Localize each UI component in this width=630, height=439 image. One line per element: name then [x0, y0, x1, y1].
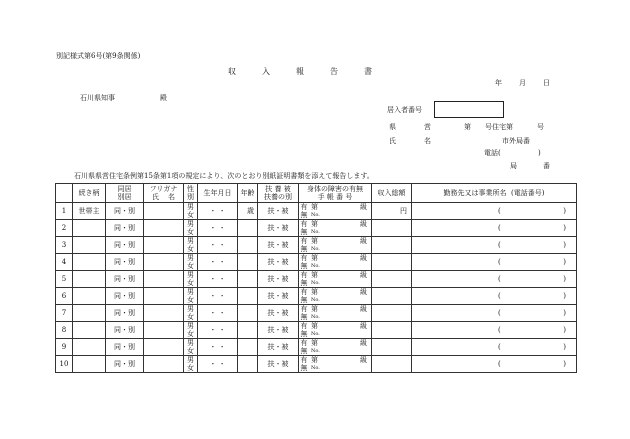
- unit-suffix: 号: [537, 123, 544, 131]
- income-cell[interactable]: [372, 271, 412, 288]
- disability-cell[interactable]: [299, 203, 372, 220]
- age-cell[interactable]: [238, 271, 258, 288]
- disability-yes: 有: [300, 203, 308, 211]
- workplace-cell[interactable]: [412, 339, 577, 356]
- disability-sub-label: No.: [311, 348, 320, 354]
- table-row: [56, 305, 577, 322]
- sex-male: 男: [187, 339, 194, 347]
- dependent-cell[interactable]: 扶・被: [258, 220, 299, 237]
- relation-cell[interactable]: [73, 322, 106, 339]
- furigana-name-cell[interactable]: [144, 339, 184, 356]
- number-label: 番: [543, 162, 550, 170]
- relation-cell[interactable]: [73, 237, 106, 254]
- page-title: 収入報告書: [228, 67, 398, 76]
- sex-female: 女: [187, 228, 194, 236]
- income-cell[interactable]: [372, 220, 412, 237]
- workplace-cell[interactable]: [412, 322, 577, 339]
- disability-grade-label: 級: [360, 322, 367, 330]
- building-label: 第: [464, 123, 471, 131]
- table-row: [56, 356, 577, 373]
- disability-cell[interactable]: [299, 305, 372, 322]
- dependent-cell[interactable]: 扶・被: [258, 237, 299, 254]
- furigana-name-cell[interactable]: [144, 288, 184, 305]
- name-label-2: 名: [424, 137, 431, 145]
- table-row: [56, 254, 577, 271]
- workplace-phone-close: ): [563, 223, 566, 232]
- row-number: 9: [56, 339, 73, 356]
- disability-sub-label: No.: [311, 365, 320, 371]
- col-disability-1: 身体の障害の有無: [307, 185, 363, 193]
- col-disability-2: 手 帳 番 号: [317, 193, 353, 201]
- disability-no-label: 第: [311, 237, 318, 245]
- disability-grade-label: 級: [360, 220, 367, 228]
- age-cell[interactable]: [238, 220, 258, 237]
- relation-cell[interactable]: [73, 288, 106, 305]
- phone-close: ): [538, 149, 541, 157]
- workplace-cell[interactable]: [412, 237, 577, 254]
- birthdate-cell[interactable]: ・ ・: [198, 322, 238, 339]
- table-row: [56, 237, 577, 254]
- disability-grade-label: 級: [360, 339, 367, 347]
- table-row: [56, 220, 577, 237]
- disability-no: 無: [300, 313, 308, 321]
- disability-no-label: 第: [311, 271, 318, 279]
- col-cohab-2: 別居: [117, 193, 132, 201]
- table-row: [56, 271, 577, 288]
- relation-cell[interactable]: [73, 339, 106, 356]
- sex-cell[interactable]: [184, 237, 198, 254]
- form-id: 別記様式第6号(第9条関係): [56, 52, 141, 60]
- col-dependent-1: 扶 養 被: [265, 185, 291, 193]
- disability-yes: 有: [300, 271, 308, 279]
- row-number: 7: [56, 305, 73, 322]
- disability-yes: 有: [300, 339, 308, 347]
- workplace-cell[interactable]: [412, 220, 577, 237]
- cohab-cell[interactable]: 同・別: [106, 356, 144, 373]
- disability-cell[interactable]: [299, 288, 372, 305]
- disability-cell[interactable]: [299, 237, 372, 254]
- col-birthdate: 生年月日: [198, 184, 238, 203]
- relation-cell[interactable]: [73, 271, 106, 288]
- disability-yes: 有: [300, 305, 308, 313]
- disability-no-label: 第: [311, 288, 318, 296]
- sex-cell[interactable]: [184, 271, 198, 288]
- disability-cell[interactable]: [299, 339, 372, 356]
- sex-male: 男: [187, 203, 194, 211]
- birthdate-cell[interactable]: ・ ・: [198, 254, 238, 271]
- disability-cell[interactable]: [299, 356, 372, 373]
- disability-no: 無: [300, 347, 308, 355]
- sex-female: 女: [187, 245, 194, 253]
- disability-no-label: 第: [311, 254, 318, 262]
- date-month: 月: [519, 79, 526, 87]
- col-sex-1: 性: [187, 185, 194, 193]
- disability-sub-label: No.: [311, 280, 320, 286]
- row-number: 10: [56, 356, 73, 373]
- income-cell[interactable]: [372, 305, 412, 322]
- col-sex: [184, 184, 198, 203]
- table-row: [56, 288, 577, 305]
- sex-female: 女: [187, 364, 194, 372]
- cohab-cell[interactable]: 同・別: [106, 322, 144, 339]
- sex-cell[interactable]: [184, 339, 198, 356]
- workplace-cell[interactable]: [412, 305, 577, 322]
- age-cell[interactable]: [238, 237, 258, 254]
- disability-cell[interactable]: [299, 220, 372, 237]
- birthdate-cell[interactable]: ・ ・: [198, 237, 238, 254]
- workplace-phone-open: (: [498, 359, 501, 368]
- sex-cell[interactable]: [184, 288, 198, 305]
- disability-grade-label: 級: [360, 254, 367, 262]
- relation-cell[interactable]: [73, 220, 106, 237]
- dependent-cell[interactable]: 扶・被: [258, 356, 299, 373]
- disability-no: 無: [300, 262, 308, 270]
- disability-no: 無: [300, 279, 308, 287]
- col-sex-2: 別: [187, 193, 194, 201]
- disability-no-label: 第: [311, 305, 318, 313]
- prefecture-label: 県: [389, 123, 396, 131]
- cohab-cell[interactable]: 同・別: [106, 203, 144, 220]
- row-number: 8: [56, 322, 73, 339]
- workplace-phone-close: ): [563, 274, 566, 283]
- area-code-label: 市外局番: [502, 137, 530, 145]
- dependent-cell[interactable]: 扶・被: [258, 339, 299, 356]
- sex-cell[interactable]: [184, 220, 198, 237]
- birthdate-cell[interactable]: ・ ・: [198, 339, 238, 356]
- workplace-cell[interactable]: [412, 271, 577, 288]
- sex-male: 男: [187, 220, 194, 228]
- table-row: [56, 203, 577, 220]
- age-cell[interactable]: [238, 305, 258, 322]
- relation-cell[interactable]: [73, 254, 106, 271]
- col-no: [56, 184, 73, 203]
- disability-no: 無: [300, 330, 308, 338]
- sex-female: 女: [187, 347, 194, 355]
- col-dependent: [258, 184, 299, 203]
- disability-no: 無: [300, 364, 308, 372]
- income-cell[interactable]: [372, 322, 412, 339]
- age-cell[interactable]: [238, 288, 258, 305]
- station-label: 局: [510, 162, 517, 170]
- income-cell[interactable]: [372, 356, 412, 373]
- age-cell[interactable]: [238, 254, 258, 271]
- addressee: 石川県知事: [80, 94, 115, 102]
- income-cell[interactable]: [372, 339, 412, 356]
- disability-sub-label: No.: [311, 331, 320, 337]
- dependent-cell[interactable]: 扶・被: [258, 288, 299, 305]
- honorific: 殿: [160, 94, 167, 102]
- row-number: 1: [56, 203, 73, 220]
- workplace-phone-close: ): [563, 359, 566, 368]
- age-cell[interactable]: [238, 322, 258, 339]
- workplace-phone-close: ): [563, 206, 566, 215]
- col-furigana: [144, 184, 184, 203]
- cohab-cell[interactable]: 同・別: [106, 305, 144, 322]
- date-year: 年: [495, 79, 502, 87]
- workplace-phone-open: (: [498, 291, 501, 300]
- furigana-name-cell[interactable]: [144, 203, 184, 220]
- disability-no-label: 第: [311, 339, 318, 347]
- age-cell[interactable]: 歳: [238, 203, 258, 220]
- workplace-cell[interactable]: [412, 356, 577, 373]
- phone-label: 電話(: [484, 149, 501, 157]
- sex-female: 女: [187, 262, 194, 270]
- disability-grade-label: 級: [360, 288, 367, 296]
- dependent-cell[interactable]: 扶・被: [258, 203, 299, 220]
- relation-cell[interactable]: [73, 356, 106, 373]
- furigana-name-cell[interactable]: [144, 305, 184, 322]
- disability-grade-label: 級: [360, 237, 367, 245]
- dependent-cell[interactable]: 扶・被: [258, 322, 299, 339]
- statement-text: 石川県県営住宅条例第15条第1項の規定により、次のとおり別紙証明書類を添えて報告します。: [74, 172, 374, 180]
- sex-male: 男: [187, 288, 194, 296]
- workplace-cell[interactable]: [412, 254, 577, 271]
- col-disability: [299, 184, 372, 203]
- disability-no-label: 第: [311, 203, 318, 211]
- sex-male: 男: [187, 271, 194, 279]
- housing-label: 営: [424, 123, 431, 131]
- household-table: [55, 183, 577, 373]
- sex-male: 男: [187, 305, 194, 313]
- workplace-phone-open: (: [498, 342, 501, 351]
- disability-sub-label: No.: [311, 246, 320, 252]
- cohab-cell[interactable]: 同・別: [106, 288, 144, 305]
- disability-yes: 有: [300, 220, 308, 228]
- sex-female: 女: [187, 211, 194, 219]
- disability-no: 無: [300, 211, 308, 219]
- furigana-name-cell[interactable]: [144, 356, 184, 373]
- sex-male: 男: [187, 322, 194, 330]
- col-cohab: [106, 184, 144, 203]
- disability-grade-label: 級: [360, 203, 367, 211]
- col-dependent-2: 扶養の別: [264, 193, 292, 201]
- col-relation: 続き柄: [73, 184, 106, 203]
- disability-grade-label: 級: [360, 271, 367, 279]
- disability-cell[interactable]: [299, 254, 372, 271]
- col-cohab-1: 同居: [117, 185, 132, 193]
- sex-female: 女: [187, 296, 194, 304]
- workplace-phone-close: ): [563, 291, 566, 300]
- sex-male: 男: [187, 254, 194, 262]
- sex-male: 男: [187, 237, 194, 245]
- disability-no-label: 第: [311, 220, 318, 228]
- table-header-row: [56, 184, 577, 203]
- row-number: 2: [56, 220, 73, 237]
- disability-yes: 有: [300, 237, 308, 245]
- relation-cell[interactable]: [73, 305, 106, 322]
- resident-number-label: 居入者番号: [387, 106, 422, 114]
- birthdate-cell[interactable]: ・ ・: [198, 271, 238, 288]
- disability-no: 無: [300, 245, 308, 253]
- birthdate-cell[interactable]: ・ ・: [198, 305, 238, 322]
- birthdate-cell[interactable]: ・ ・: [198, 220, 238, 237]
- sex-female: 女: [187, 313, 194, 321]
- cohab-cell[interactable]: 同・別: [106, 237, 144, 254]
- workplace-phone-close: ): [563, 308, 566, 317]
- disability-no-label: 第: [311, 322, 318, 330]
- cohab-cell[interactable]: 同・別: [106, 220, 144, 237]
- disability-sub-label: No.: [311, 297, 320, 303]
- workplace-phone-open: (: [498, 240, 501, 249]
- sex-cell[interactable]: [184, 254, 198, 271]
- sex-cell[interactable]: [184, 305, 198, 322]
- workplace-phone-open: (: [498, 308, 501, 317]
- disability-no: 無: [300, 296, 308, 304]
- disability-sub-label: No.: [311, 212, 320, 218]
- workplace-phone-open: (: [498, 206, 501, 215]
- col-income: 収入総額: [372, 184, 412, 203]
- furigana-name-cell[interactable]: [144, 254, 184, 271]
- dependent-cell[interactable]: 扶・被: [258, 305, 299, 322]
- cohab-cell[interactable]: 同・別: [106, 271, 144, 288]
- disability-yes: 有: [300, 254, 308, 262]
- cohab-cell[interactable]: 同・別: [106, 254, 144, 271]
- disability-grade-label: 級: [360, 356, 367, 364]
- disability-no: 無: [300, 228, 308, 236]
- disability-yes: 有: [300, 356, 308, 364]
- sex-cell[interactable]: [184, 322, 198, 339]
- sex-female: 女: [187, 279, 194, 287]
- workplace-cell[interactable]: [412, 203, 577, 220]
- disability-cell[interactable]: [299, 322, 372, 339]
- col-age: 年齢: [238, 184, 258, 203]
- workplace-phone-open: (: [498, 257, 501, 266]
- income-cell[interactable]: [372, 288, 412, 305]
- income-cell[interactable]: [372, 254, 412, 271]
- furigana-name-cell[interactable]: [144, 220, 184, 237]
- disability-no-label: 第: [311, 356, 318, 364]
- furigana-name-cell[interactable]: [144, 271, 184, 288]
- relation-cell[interactable]: 世帯主: [73, 203, 106, 220]
- table-row: [56, 322, 577, 339]
- disability-cell[interactable]: [299, 271, 372, 288]
- workplace-phone-close: ): [563, 342, 566, 351]
- furigana-name-cell[interactable]: [144, 237, 184, 254]
- age-cell[interactable]: [238, 356, 258, 373]
- unit-label: 号住宅第: [485, 123, 513, 131]
- workplace-cell[interactable]: [412, 288, 577, 305]
- table-row: [56, 339, 577, 356]
- workplace-phone-open: (: [498, 223, 501, 232]
- disability-sub-label: No.: [311, 263, 320, 269]
- dependent-cell[interactable]: 扶・被: [258, 271, 299, 288]
- date-day: 日: [543, 79, 550, 87]
- row-number: 3: [56, 237, 73, 254]
- furigana-name-cell[interactable]: [144, 322, 184, 339]
- workplace-phone-close: ): [563, 257, 566, 266]
- row-number: 5: [56, 271, 73, 288]
- birthdate-cell[interactable]: ・ ・: [198, 288, 238, 305]
- income-cell[interactable]: 円: [372, 203, 412, 220]
- dependent-cell[interactable]: 扶・被: [258, 254, 299, 271]
- workplace-phone-open: (: [498, 274, 501, 283]
- col-workplace: 勤務先又は事業所名 (電話番号): [412, 184, 577, 203]
- disability-sub-label: No.: [311, 314, 320, 320]
- name-label-1: 氏: [389, 137, 396, 145]
- col-name-label: 氏 名: [152, 193, 175, 201]
- sex-cell[interactable]: [184, 203, 198, 220]
- cohab-cell[interactable]: 同・別: [106, 339, 144, 356]
- birthdate-cell[interactable]: ・ ・: [198, 203, 238, 220]
- disability-yes: 有: [300, 288, 308, 296]
- sex-male: 男: [187, 356, 194, 364]
- col-furigana-label: フリガナ: [149, 185, 178, 193]
- workplace-phone-open: (: [498, 325, 501, 334]
- disability-yes: 有: [300, 322, 308, 330]
- workplace-phone-close: ): [563, 240, 566, 249]
- disability-sub-label: No.: [311, 229, 320, 235]
- income-cell[interactable]: [372, 237, 412, 254]
- sex-female: 女: [187, 330, 194, 338]
- row-number: 6: [56, 288, 73, 305]
- row-number: 4: [56, 254, 73, 271]
- resident-number-input[interactable]: [434, 101, 504, 118]
- disability-grade-label: 級: [360, 305, 367, 313]
- sex-cell[interactable]: [184, 356, 198, 373]
- workplace-phone-close: ): [563, 325, 566, 334]
- birthdate-cell[interactable]: ・ ・: [198, 356, 238, 373]
- age-cell[interactable]: [238, 339, 258, 356]
